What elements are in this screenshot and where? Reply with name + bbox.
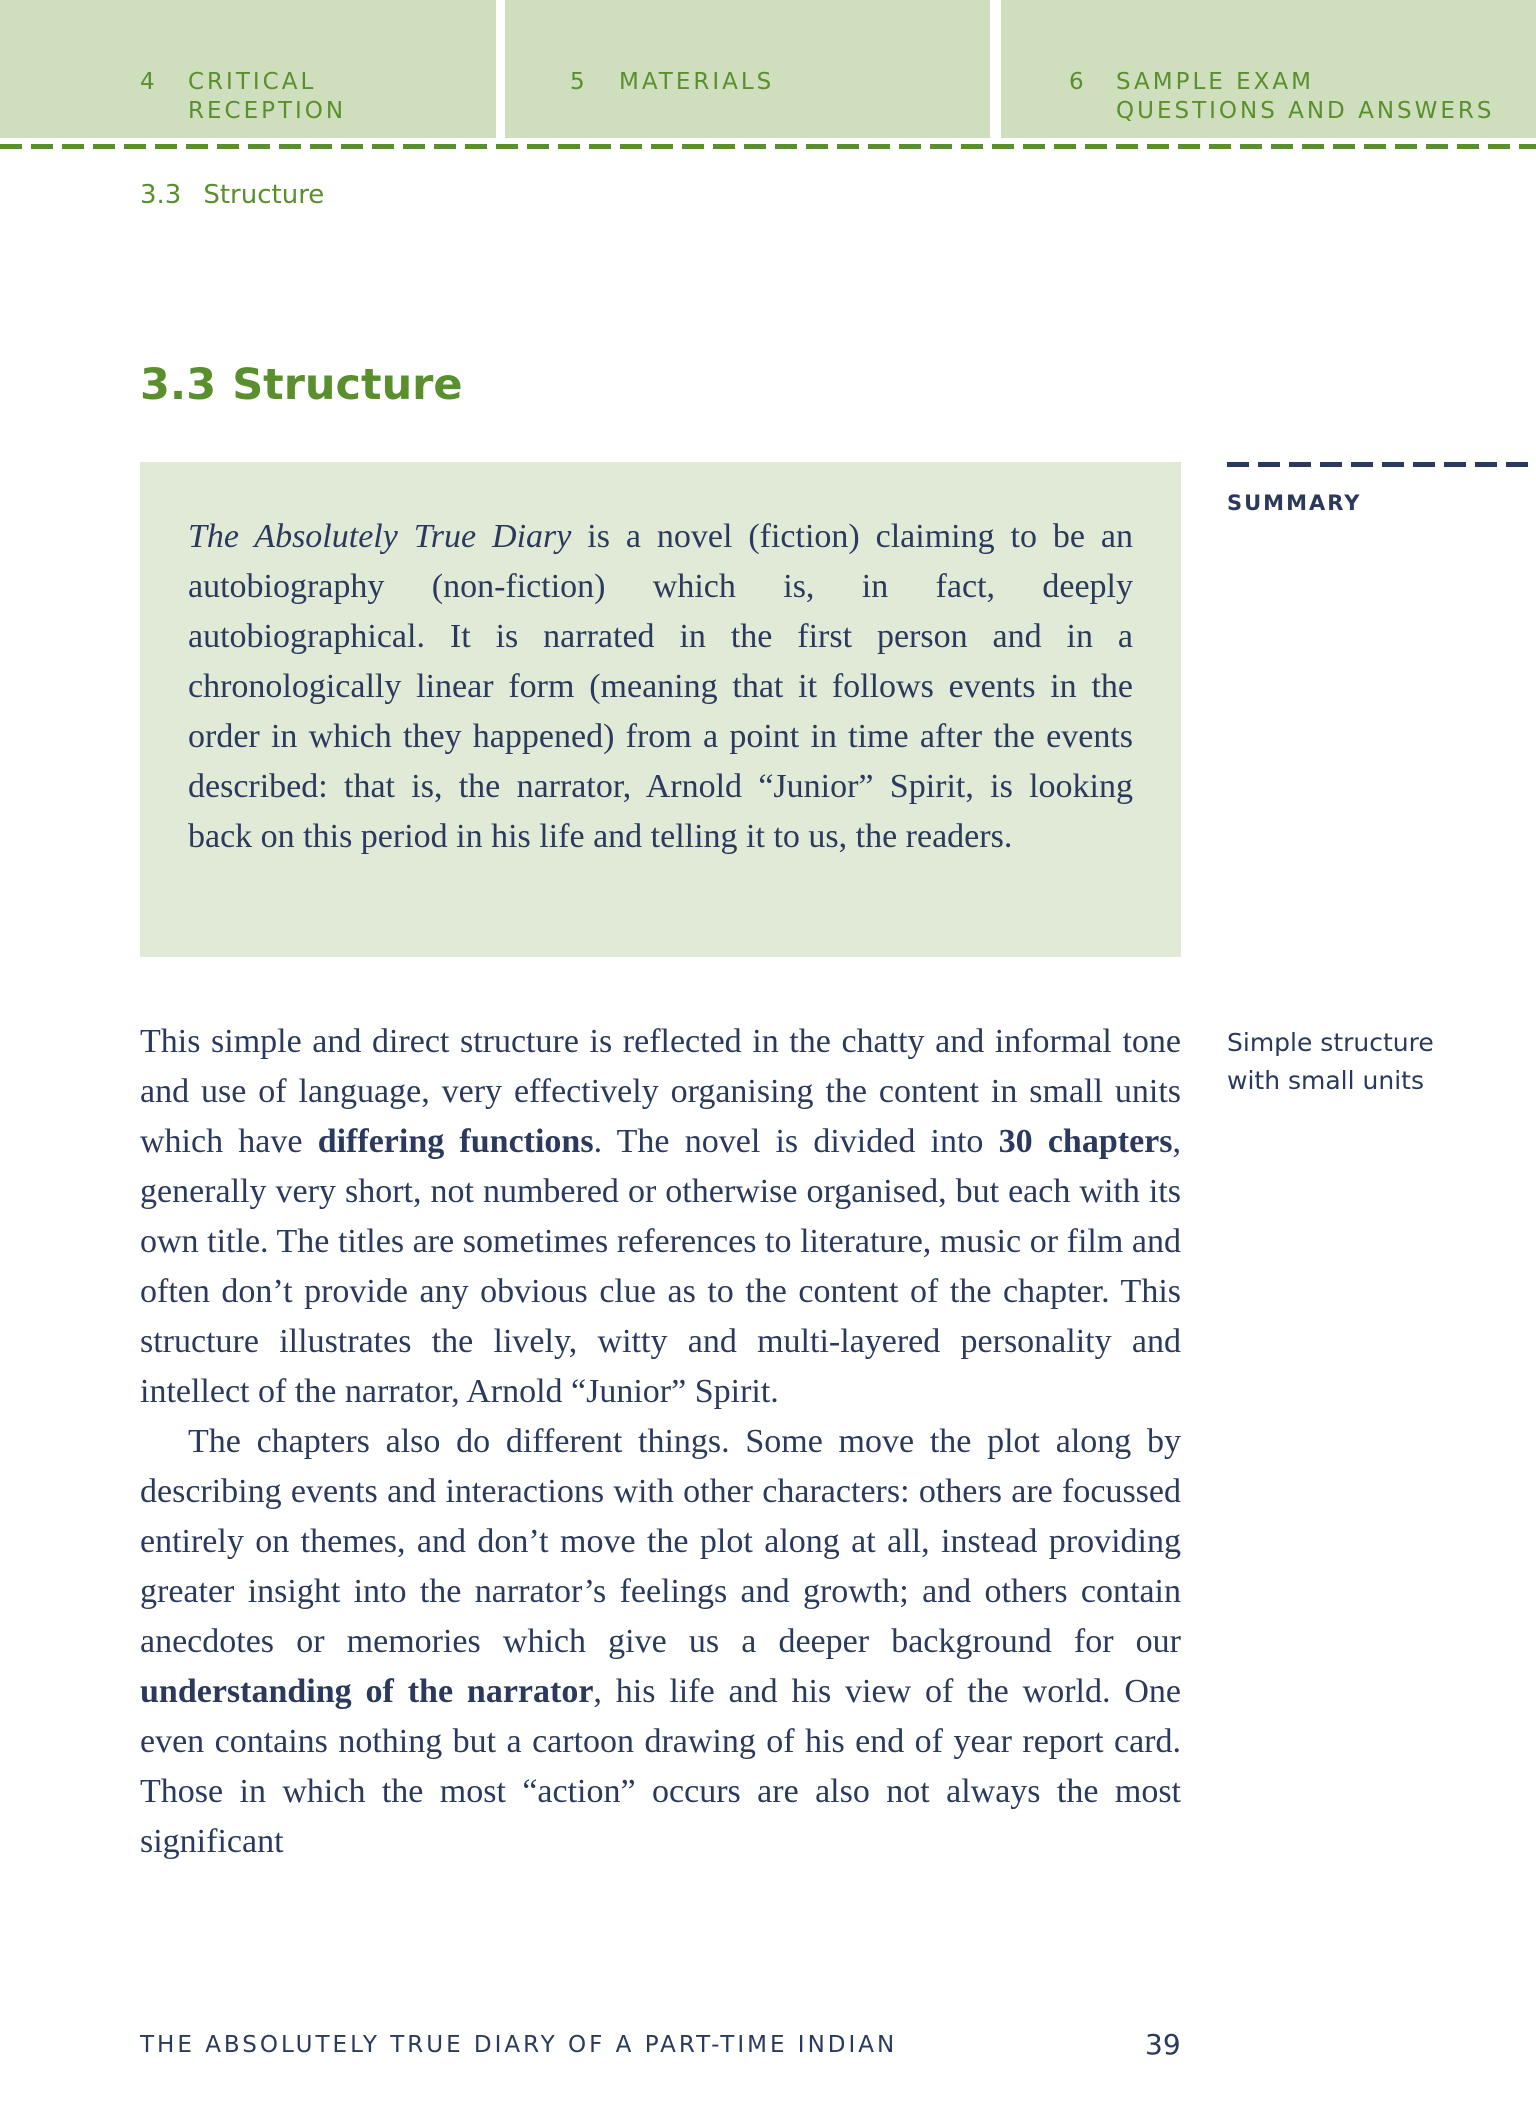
paragraph-1: This simple and direct structure is reflected in the chatty and informal tone and use of language, very effectively organising the content in small units which have differing functions. The novel is divided into 30 chapters, generally very short, not numbered or otherwise organised, but each with its own title. The titles are sometimes references to literature, music or film and often don’t provide any obvious clue as to the content of the chapter. This structure illustrates the lively, witty and multi-layered personality and intellect of the narrator, Arnold “Junior” Spirit. <box>140 1023 1181 1410</box>
bold-term: 30 chapters <box>998 1123 1173 1160</box>
tab-label: MATERIALS <box>619 69 775 95</box>
bold-term: understanding of the narrator <box>140 1673 594 1710</box>
header-dashed-divider <box>0 144 1536 149</box>
summary-text <box>188 512 1133 862</box>
body-text <box>140 1017 1181 1867</box>
running-head-number: 3.3 <box>140 180 182 210</box>
section-title-text: Structure <box>232 360 463 410</box>
margin-dashed-divider <box>1227 462 1536 467</box>
tab-label: SAMPLE EXAM QUESTIONS AND ANSWERS <box>1116 69 1495 124</box>
tab-number: 6 <box>1069 69 1084 95</box>
running-head <box>140 180 324 210</box>
tab-label: CRITICAL RECEPTION <box>188 69 347 124</box>
summary-book-title: The Absolutely True Diary <box>188 518 572 555</box>
section-title <box>140 360 463 410</box>
tab-critical-reception[interactable] <box>0 0 496 138</box>
summary-label: SUMMARY <box>1227 491 1362 515</box>
footer-book-title: THE ABSOLUTELY TRUE DIARY OF A PART-TIME INDIAN <box>140 2032 898 2058</box>
summary-body: is a novel (fiction) claiming to be an autobiography (non-fiction) which is, in fact, deeply autobiographical. It is narrated in the first person and in a chronologically linear form (meaning that it follows events in the order in which they happened) from a point in time after the events described: that is, the narrator, Arnold “Junior” Spirit, is looking back on this period in his life and telling it to us, the readers. <box>188 518 1133 855</box>
margin-note: Simple structure with small units <box>1227 1028 1434 1095</box>
tab-materials[interactable] <box>505 0 990 138</box>
chapter-tabs <box>0 0 1536 140</box>
bold-term: differing functions <box>317 1123 594 1160</box>
section-number: 3.3 <box>140 360 217 410</box>
paragraph-2: The chapters also do different things. Some move the plot along by describing events and interactions with other characters: others are focussed entirely on themes, and don’t move the plot along at all, instead providing greater insight into the narrator’s feelings and growth; and others contain anecdotes or memories which give us a deeper background for our understanding of the narrator, his life and his view of the world. One even contains nothing but a cartoon drawing of his end of year report card. Those in which the most “action” occurs are also not always the most significant <box>140 1423 1181 1860</box>
tab-sample-exam[interactable] <box>1001 0 1536 138</box>
summary-box <box>140 462 1181 957</box>
running-head-title: Structure <box>203 180 325 210</box>
tab-number: 5 <box>570 69 585 95</box>
tab-number: 4 <box>140 69 155 95</box>
page-number: 39 <box>1145 2028 1181 2061</box>
